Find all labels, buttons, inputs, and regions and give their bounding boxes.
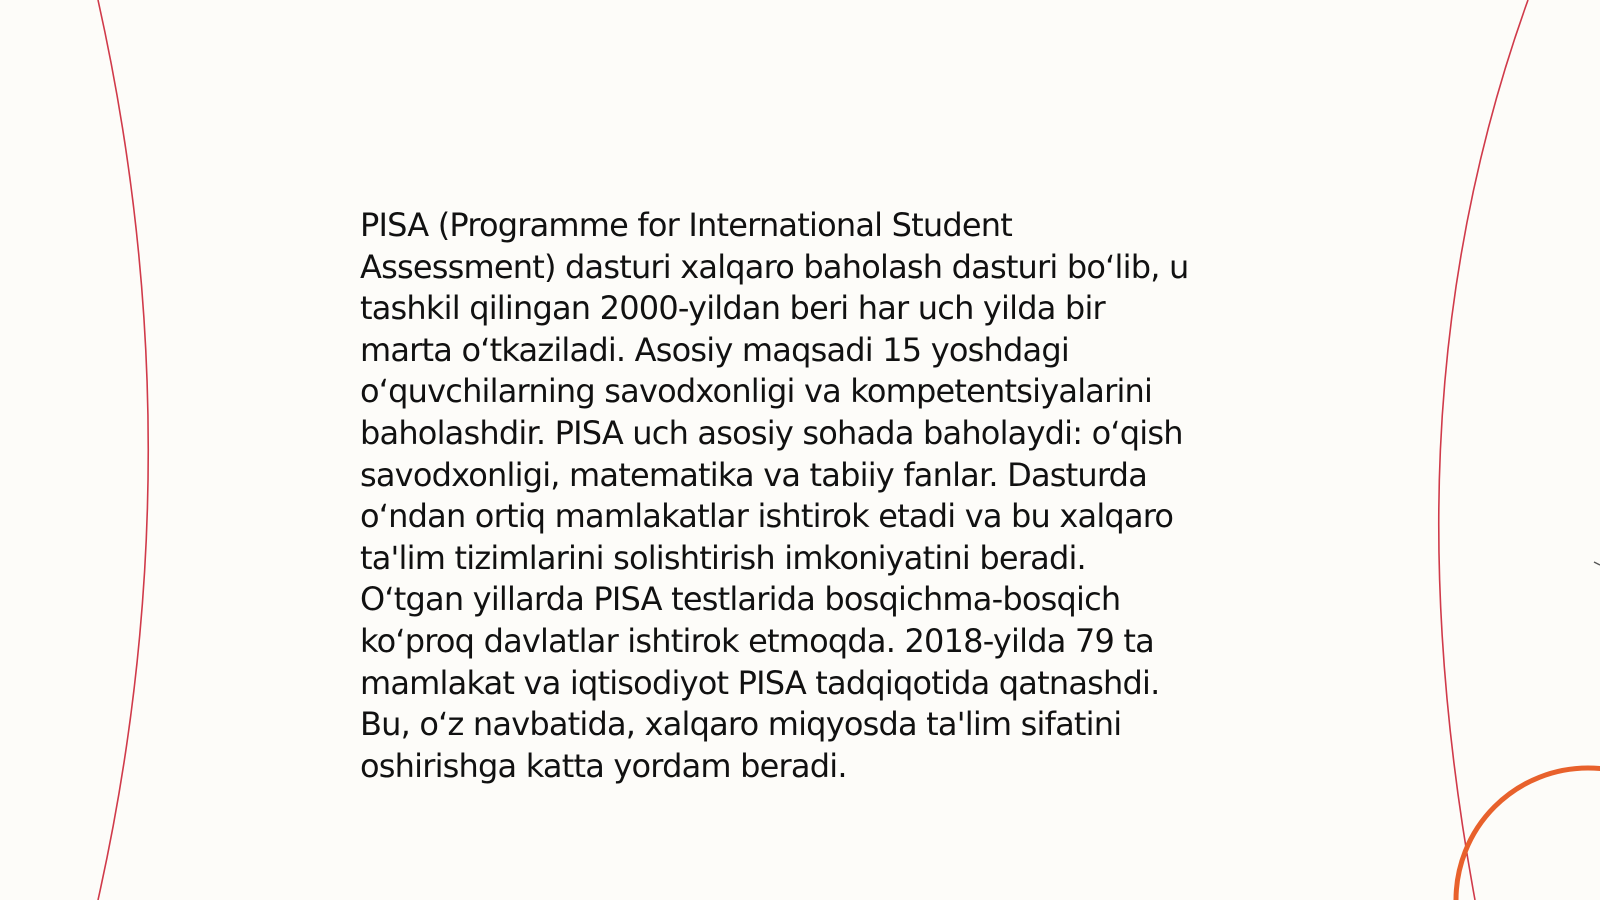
left-curve-line (98, 0, 148, 900)
paragraph-line-13: Bu, o‘z navbatida, xalqaro miqyosda ta'lim sifatini (360, 705, 1122, 744)
paragraph-line-8: o‘ndan ortiq mamlakatlar ishtirok etadi va bu xalqaro (360, 497, 1174, 536)
paragraph-line-12: mamlakat va iqtisodiyot PISA tadqiqotida qatnashdi. (360, 663, 1160, 702)
body-paragraph (360, 205, 1250, 787)
right-curve-line (1439, 0, 1528, 900)
paragraph-line-14: oshirishga katta yordam beradi. (360, 746, 847, 785)
paragraph-line-5: o‘quvchilarning savodxonligi va kompetentsiyalarini (360, 372, 1153, 411)
paragraph-line-2: Assessment) dasturi xalqaro baholash dasturi bo‘lib, u (360, 247, 1189, 286)
paragraph-line-1: PISA (Programme for International Student (360, 206, 1012, 244)
accent-arc (1456, 768, 1600, 900)
paragraph-line-3: tashkil qilingan 2000-yildan beri har uch yilda bir (360, 289, 1105, 328)
paragraph-line-9: ta'lim tizimlarini solishtirish imkoniyatini beradi. (360, 538, 1086, 577)
right-edge-tick (1594, 562, 1600, 565)
paragraph-line-11: ko‘proq davlatlar ishtirok etmoqda. 2018-yilda 79 ta (360, 621, 1154, 660)
paragraph-line-4: marta o‘tkaziladi. Asosiy maqsadi 15 yoshdagi (360, 330, 1069, 369)
paragraph-line-10: O‘tgan yillarda PISA testlarida bosqichma-bosqich (360, 580, 1121, 619)
paragraph-line-7: savodxonligi, matematika va tabiiy fanlar. Dasturda (360, 455, 1147, 494)
paragraph-line-6: baholashdir. PISA uch asosiy sohada baholaydi: o‘qish (360, 413, 1183, 452)
